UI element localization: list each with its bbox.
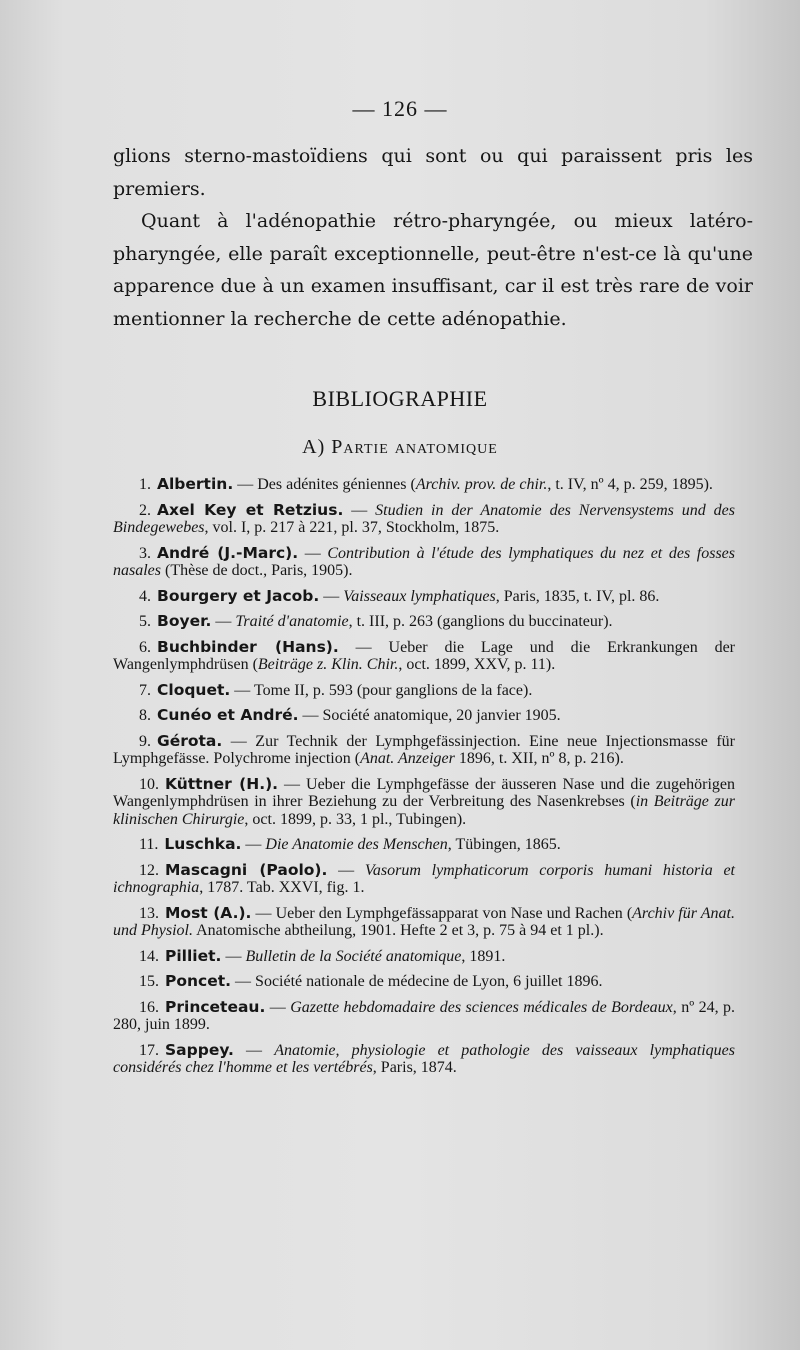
entry-text-before: — [343,501,376,519]
bibliography-entry [113,476,735,494]
entry-text-before: — Ueber die Lymphgefässe der äusseren Nase und die zugehörigen Wangenlymphdrüsen in ihrer Beziehung zu der Verbreitung des Nasenkrebses ( [113,775,735,810]
entry-text-before: — [221,947,246,965]
entry-number: 3. [139,544,151,562]
bibliography-entry [113,733,735,768]
entry-title: Gazette hebdomadaire des sciences médicales de Bordeaux [290,998,673,1016]
entry-text-before: — Zur Technik der Lymphgefässinjection. Eine neue Injectionsmasse für Lymphgefässe. Polychrome injection ( [113,732,735,767]
entry-title: Archiv. prov. de chir. [415,476,548,493]
entry-author: Princeteau. [165,997,266,1016]
entry-text-before: — Ueber den Lymphgefässapparat von Nase und Rachen ( [251,904,633,922]
bibliography-entry [113,1042,735,1077]
page-number: — 126 — [352,96,448,121]
entry-title: Archiv für Anat. und Physiol. [113,904,735,939]
entry-title: Vasorum lymphaticorum corporis humani historia et ichnographia [113,861,735,896]
section-subheading [0,436,800,459]
bibliography-entry [113,502,735,537]
bibliography-entry [113,613,735,631]
entry-text-before: — [211,613,236,630]
entry-title: Bulletin de la Société anatomique [245,947,462,965]
entry-author: Axel Key et Retzius. [157,500,344,519]
entry-author: Luschka. [164,835,242,853]
entry-text-after: 1896, t. XII, nº 8, p. 216). [454,750,624,767]
entry-text-after: , t. III, p. 263 (ganglions du buccinateur). [348,613,613,630]
entry-number: 11. [139,836,159,853]
entry-author: Pilliet. [165,946,222,965]
entry-text-after: , Paris, 1835, t. IV, pl. 86. [495,587,660,605]
entry-text-before: — Ueber die Lage und die Erkrankungen der Wangenlymphdrüsen ( [113,638,736,673]
entry-title: Contribution à l'étude des lymphatiques du nez et des fosses nasales [113,544,735,579]
entry-author: Boyer. [157,612,212,630]
entry-number: 8. [139,707,151,724]
entry-title: Studien in der Anatomie des Nervensystems und des Bindegewebes [113,501,736,536]
bibliography-entry [113,545,735,580]
entry-author: Cunéo et André. [157,706,299,724]
entry-text-before: — [319,587,344,605]
entry-number: 17. [139,1041,159,1059]
entry-text-before: — [327,861,365,879]
entry-number: 9. [139,732,151,750]
section-letter: A) [302,436,326,458]
entry-number: 7. [139,681,151,699]
entry-text-before: — [233,1041,275,1059]
entry-author: Most (A.). [165,903,252,922]
bibliography-list [113,476,735,1085]
entry-number: 5. [139,613,151,630]
entry-author: Buchbinder (Hans). [157,637,339,656]
entry-title: Anatomie, physiologie et pathologie des vaisseaux lymphatiques considérés chez l'homme et les vertébrés [113,1041,736,1076]
entry-text-before: — Des adénites géniennes ( [233,476,416,493]
bibliography-heading: BIBLIOGRAPHIE [312,386,488,411]
bibliography-entry [113,973,735,991]
entry-number: 15. [139,973,159,990]
entry-text-after: , Tübingen, 1865. [447,836,561,853]
bibliography-entry [113,862,735,897]
entry-number: 12. [139,861,159,879]
entry-number: 1. [139,476,151,493]
section-title: Partie anatomique [331,436,498,458]
entry-author: André (J.-Marc). [157,543,299,562]
entry-number: 10. [139,775,159,793]
entry-title: Traité d'anatomie [235,613,349,630]
entry-number: 14. [139,947,159,965]
entry-text-before: — [265,998,291,1016]
entry-author: Albertin. [157,475,234,493]
paragraph-adenopathy: Quant à l'adénopathie rétro-pharyngée, ou mieux latéro-pharyngée, elle paraît exceptionnelle, peut-être n'est-ce là qu'une apparence due à un examen insuffisant, car il est très rare de voir mentionner la recherche de cette adénopathie. [113,210,753,330]
entry-title: Anat. Anzeiger [360,750,455,767]
entry-text-after: , 1891. [461,947,506,965]
entry-author: Mascagni (Paolo). [165,860,328,879]
entry-number: 6. [139,638,151,656]
entry-number: 13. [139,904,159,922]
entry-text-after: , t. IV, nº 4, p. 259, 1895). [547,476,713,493]
bibliography-entry [113,836,735,854]
entry-text-before: — Tome II, p. 593 (pour ganglions de la face). [230,681,533,699]
bibliography-entry [113,776,735,829]
bibliography-entry [113,948,735,966]
entry-text-after: Anatomische abtheilung, 1901. Hefte 2 et 3, p. 75 à 94 et 1 pl.). [193,922,604,939]
entry-author: Küttner (H.). [165,774,279,793]
entry-text-after: , Paris, 1874. [372,1059,457,1076]
entry-text-before: — Société nationale de médecine de Lyon, 6 juillet 1896. [231,973,603,990]
entry-text-after: , 1787. Tab. XXVI, fig. 1. [199,879,365,896]
bibliography-entry [113,707,735,725]
entry-author: Poncet. [165,972,232,990]
body-text [113,140,753,335]
entry-title: Beiträge z. Klin. Chir. [257,656,399,673]
entry-author: Bourgery et Jacob. [157,586,320,605]
entry-title: Vaisseaux lymphatiques [343,587,496,605]
entry-number: 2. [139,501,151,519]
bibliography-entry [113,999,735,1034]
paragraph-continuation: glions sterno-mastoïdiens qui sont ou qui paraissent pris les premiers. [113,145,753,200]
bibliography-entry [113,588,735,606]
entry-text-after: , oct. 1899, p. 33, 1 pl., Tubingen). [244,810,467,828]
entry-title: in Beiträge zur klinischen Chirurgie [113,793,735,828]
entry-title: Die Anatomie des Menschen [265,836,448,853]
bibliography-entry [113,682,735,700]
bibliography-entry [113,639,735,674]
entry-text-before: — [241,836,266,853]
entry-text-after: , vol. I, p. 217 à 221, pl. 37, Stockholm, 1875. [204,519,500,536]
entry-text-after: (Thèse de doct., Paris, 1905). [161,562,353,579]
entry-author: Gérota. [157,731,223,750]
entry-author: Cloquet. [157,680,231,699]
entry-author: Sappey. [165,1040,234,1059]
entry-text-after: , nº 24, p. 280, juin 1899. [113,998,735,1033]
entry-text-before: — [298,544,328,562]
entry-text-before: — Société anatomique, 20 janvier 1905. [298,707,561,724]
entry-text-after: , oct. 1899, XXV, p. 11). [398,656,556,673]
entry-number: 16. [139,998,159,1016]
entry-number: 4. [139,587,151,605]
bibliography-entry [113,905,735,940]
